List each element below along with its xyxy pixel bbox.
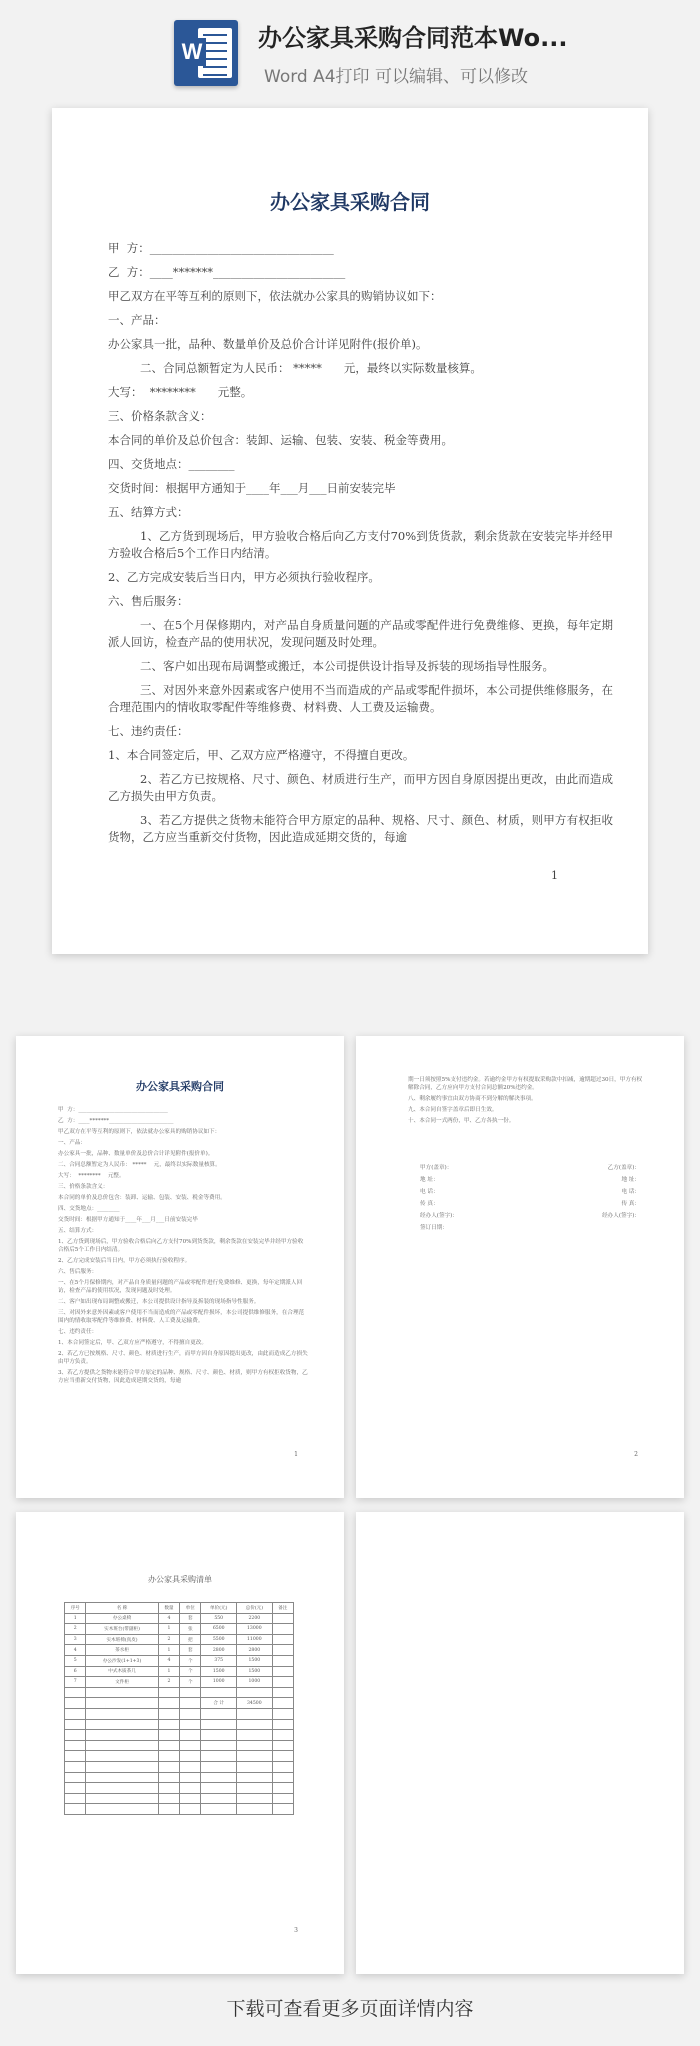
table-empty-row: [65, 1783, 294, 1794]
table-cell: 5: [65, 1655, 86, 1666]
table-cell: [272, 1634, 293, 1645]
table-cell: 34500: [237, 1698, 273, 1709]
table-cell: [201, 1730, 237, 1741]
text-line: 一、在5个月保修期内，对产品自身质量问题的产品或零配件进行免费维修、更换，每年定期派人回访，检查产品的使用状况，发现问题及时处理。: [58, 1280, 303, 1294]
text-line: 3、若乙方提供之货物未能符合甲方原定的品种、规格、尺寸、颜色、材质，则甲方有权拒收货物，乙方应当重新交付货物，因此造成延期交货的，每逾: [58, 1370, 308, 1384]
table-cell: [272, 1708, 293, 1719]
text-line: 三、对因外来意外因素或客户使用不当而造成的产品或零配件损坏，本公司提供维修服务，在合理范围内的情收取零配件等维修费、材料费、人工费及运输费。: [58, 1310, 305, 1324]
main-page-preview: [52, 108, 648, 954]
signature-row: [420, 1222, 640, 1234]
table-cell: [86, 1804, 158, 1815]
table-cell: [272, 1677, 293, 1688]
text-line: 1、本合同签定后，甲、乙双方应严格遵守，不得擅自更改。: [58, 1340, 207, 1346]
text-line: 1、乙方货到现场后，甲方验收合格后向乙方支付70%到货货款，剩余货款在安装完毕并经甲方验收合格后5个工作日内结清。: [58, 1239, 304, 1253]
table-cell: 个: [180, 1677, 201, 1688]
table-cell: [201, 1687, 237, 1698]
text-line: 本合同的单价及总价包含：装卸、运输、包装、安装、税金等费用。: [108, 433, 453, 447]
table-cell: 4: [158, 1613, 179, 1624]
table-empty-row: [65, 1719, 294, 1730]
table-cell: [272, 1730, 293, 1741]
table-cell: [65, 1772, 86, 1783]
thumbnail-page-4[interactable]: [356, 1512, 684, 1974]
table-cell: [180, 1751, 201, 1762]
table-cell: 2200: [237, 1613, 273, 1624]
table-cell: 2800: [237, 1645, 273, 1656]
table-cell: [272, 1804, 293, 1815]
table-cell: [86, 1730, 158, 1741]
table-cell: 套: [180, 1645, 201, 1656]
word-logo-letter: W: [178, 38, 206, 66]
text-line: 三、价格条款含义：: [58, 1184, 109, 1190]
text-line: 2、若乙方已按规格、尺寸、颜色、材质进行生产，而甲方因自身原因提出更改，由此而造成乙方损失由甲方负责。: [58, 1351, 308, 1365]
table-cell: 6: [65, 1666, 86, 1677]
table-cell: [180, 1719, 201, 1730]
table-row: [65, 1613, 294, 1624]
signature-field: 传 真：: [420, 1201, 439, 1207]
doc-title: 办公家具采购合同: [270, 190, 430, 214]
table-cell: 办公桌椅: [86, 1613, 158, 1624]
table-empty-row: [65, 1804, 294, 1815]
table-row: [65, 1666, 294, 1677]
thumb-contract-body: [408, 1076, 644, 1128]
text-line: 四、交货地点：________: [108, 457, 235, 471]
signature-field: 地 址：: [420, 1177, 439, 1183]
table-cell: [180, 1687, 201, 1698]
text-line: 交货时间：根据甲方通知于____年___月___日前安装完毕: [58, 1217, 198, 1223]
table-cell: [201, 1708, 237, 1719]
table-cell: 375: [201, 1655, 237, 1666]
text-line: 四、交货地点：________: [58, 1206, 120, 1212]
table-cell: 中式木质茶几: [86, 1666, 158, 1677]
table-cell: 13000: [237, 1624, 273, 1635]
text-line: 六、售后服务：: [108, 594, 189, 608]
thumb-page-number: 2: [634, 1451, 638, 1458]
table-cell: [86, 1761, 158, 1772]
table-cell: 2: [65, 1624, 86, 1635]
table-cell: [272, 1772, 293, 1783]
table-row: [65, 1645, 294, 1656]
table-row: [65, 1698, 294, 1709]
table-cell: [65, 1751, 86, 1762]
table-cell: 7: [65, 1677, 86, 1688]
table-cell: [201, 1761, 237, 1772]
table-cell: [180, 1793, 201, 1804]
table-cell: [272, 1761, 293, 1772]
table-cell: [65, 1783, 86, 1794]
table-cell: [65, 1698, 86, 1709]
text-line: 七、违约责任：: [58, 1329, 98, 1335]
table-cell: [272, 1687, 293, 1698]
signature-block: [420, 1162, 640, 1234]
table-cell: [237, 1793, 273, 1804]
text-line: 2、若乙方已按规格、尺寸、颜色、材质进行生产，而甲方因自身原因提出更改，由此而造成乙方损失由甲方负责。: [108, 772, 613, 803]
table-cell: [86, 1687, 158, 1698]
table-cell: [201, 1751, 237, 1762]
text-line: 2、乙方完成安装后当日内，甲方必须执行验收程序。: [58, 1258, 191, 1264]
table-header-cell: 序号: [65, 1603, 86, 1614]
page-number: 1: [551, 869, 558, 882]
table-header-cell: 数量: [158, 1603, 179, 1614]
text-line: 3、若乙方提供之货物未能符合甲方原定的品种、规格、尺寸、颜色、材质，则甲方有权拒收货物，乙方应当重新交付货物，因此造成延期交货的，每逾: [108, 813, 613, 844]
table-cell: [158, 1730, 179, 1741]
text-line: 甲乙双方在平等互利的原则下，依法就办公家具的购销协议如下：: [108, 289, 442, 303]
table-cell: 2: [158, 1634, 179, 1645]
table-cell: [86, 1698, 158, 1709]
table-cell: [158, 1698, 179, 1709]
table-cell: 套: [180, 1613, 201, 1624]
table-cell: [158, 1793, 179, 1804]
table-cell: [180, 1783, 201, 1794]
table-cell: [237, 1740, 273, 1751]
thumb-page-number: 3: [294, 1927, 298, 1934]
text-line: 乙 方：____*******_______________________: [108, 265, 346, 279]
table-cell: 把: [180, 1634, 201, 1645]
table-empty-row: [65, 1761, 294, 1772]
text-line: 五、结算方式：: [58, 1228, 98, 1234]
table-cell: [65, 1793, 86, 1804]
text-line: 甲乙双方在平等互利的原则下，依法就办公家具的购销协议如下：: [58, 1129, 221, 1135]
table-cell: [86, 1793, 158, 1804]
thumb-contract-body: [58, 1106, 308, 1388]
text-line: 乙 方：____*******_______________________: [58, 1118, 174, 1124]
signature-field: 经办人(签字)：: [602, 1213, 640, 1219]
table-cell: [237, 1719, 273, 1730]
table-cell: [201, 1793, 237, 1804]
table-cell: [201, 1740, 237, 1751]
table-cell: [65, 1719, 86, 1730]
product-title[interactable]: 办公家具采购合同范本Wo...: [258, 24, 568, 52]
text-line: 大写： ******** 元整。: [108, 385, 253, 399]
table-cell: 文件柜: [86, 1677, 158, 1688]
text-line: 五、结算方式：: [108, 505, 189, 519]
text-line: 六、售后服务：: [58, 1269, 98, 1275]
table-cell: 合 计: [201, 1698, 237, 1709]
table-title: 办公家具采购清单: [148, 1575, 212, 1584]
table-cell: 实木班椅(真皮): [86, 1634, 158, 1645]
table-cell: [180, 1740, 201, 1751]
text-line: 1、乙方货到现场后，甲方验收合格后向乙方支付70%到货货款，剩余货款在安装完毕并经甲方验收合格后5个工作日内结清。: [108, 529, 613, 560]
thumb-doc-title: 办公家具采购合同: [136, 1080, 224, 1093]
table-cell: [237, 1761, 273, 1772]
table-empty-row: [65, 1772, 294, 1783]
text-line: 一、产品：: [108, 313, 166, 327]
thumbnail-page-1[interactable]: [16, 1036, 344, 1498]
table-cell: 4: [158, 1655, 179, 1666]
table-cell: 1500: [201, 1666, 237, 1677]
contract-body: [108, 240, 613, 853]
text-line: 期一日须按照5%支付违约金。若逾约金甲方有权提取采购款中扣减，逾期超过30日，甲方有权解除合同，乙方应向甲方支付合同总额20%违约金。: [408, 1077, 643, 1091]
table-cell: [65, 1804, 86, 1815]
table-cell: [65, 1687, 86, 1698]
table-cell: 实木班台(带副柜): [86, 1624, 158, 1635]
table-cell: [272, 1783, 293, 1794]
signature-field: 签订日期：: [420, 1225, 448, 1231]
table-cell: 办公沙发(1+1+3): [86, 1655, 158, 1666]
download-more-hint[interactable]: 下载可查看更多页面详情内容: [226, 1998, 474, 2020]
table-header-cell: 单位: [180, 1603, 201, 1614]
table-cell: [201, 1719, 237, 1730]
signature-row: [420, 1198, 640, 1210]
text-line: 十、本合同一式两份，甲、乙方各执一份。: [408, 1118, 515, 1124]
table-cell: [201, 1804, 237, 1815]
text-line: 九、本合同自签字盖章后即日生效。: [408, 1107, 498, 1113]
word-icon: [174, 20, 238, 86]
table-cell: 茶水柜: [86, 1645, 158, 1656]
table-cell: [272, 1645, 293, 1656]
table-cell: 11000: [237, 1634, 273, 1645]
table-cell: 张: [180, 1624, 201, 1635]
text-line: 本合同的单价及总价包含：装卸、运输、包装、安装、税金等费用。: [58, 1195, 226, 1201]
table-empty-row: [65, 1793, 294, 1804]
text-line: 甲 方：________________________________: [108, 241, 334, 255]
text-line: 七、违约责任：: [108, 724, 189, 738]
table-header-row: [65, 1603, 294, 1614]
table-cell: [272, 1719, 293, 1730]
signature-row: [420, 1162, 640, 1174]
text-line: 三、价格条款含义：: [108, 409, 212, 423]
table-cell: [272, 1751, 293, 1762]
table-cell: 1: [158, 1624, 179, 1635]
table-cell: [158, 1687, 179, 1698]
thumbnail-page-2[interactable]: [356, 1036, 684, 1498]
table-empty-row: [65, 1751, 294, 1762]
signature-field: 甲方(盖章)：: [420, 1165, 453, 1171]
table-cell: [86, 1740, 158, 1751]
table-cell: 个: [180, 1655, 201, 1666]
signature-field: 乙方(盖章)：: [607, 1165, 640, 1171]
table-cell: [180, 1772, 201, 1783]
signature-row: [420, 1210, 640, 1222]
table-cell: [180, 1804, 201, 1815]
text-line: 八、剩余履约事宜由双方协商不到分解的解决事项。: [408, 1096, 537, 1102]
table-cell: [180, 1761, 201, 1772]
table-cell: [86, 1783, 158, 1794]
table-cell: [272, 1613, 293, 1624]
table-cell: [65, 1761, 86, 1772]
table-cell: 1000: [201, 1677, 237, 1688]
table-cell: [201, 1783, 237, 1794]
text-line: 三、对因外来意外因素或客户使用不当而造成的产品或零配件损坏，本公司提供维修服务，在合理范围内的情收取零配件等维修费、材料费、人工费及运输费。: [108, 683, 613, 714]
table-cell: [272, 1793, 293, 1804]
table-cell: [237, 1730, 273, 1741]
text-line: 二、客户如出现布局调整或搬迁，本公司提供设计指导及拆装的现场指导性服务。: [140, 659, 554, 673]
table-cell: [158, 1783, 179, 1794]
table-cell: [86, 1719, 158, 1730]
table-header-cell: 总价(元): [237, 1603, 273, 1614]
thumbnail-page-3[interactable]: [16, 1512, 344, 1974]
signature-field: 电 话：: [420, 1189, 439, 1195]
table-cell: 1000: [237, 1677, 273, 1688]
text-line: 交货时间：根据甲方通知于____年___月___日前安装完毕: [108, 481, 396, 495]
table-cell: [237, 1687, 273, 1698]
text-line: 大写： ******** 元整。: [58, 1173, 125, 1179]
table-cell: [272, 1624, 293, 1635]
table-row: [65, 1677, 294, 1688]
signature-row: [420, 1174, 640, 1186]
text-line: 二、客户如出现布局调整或搬迁，本公司提供设计指导及拆装的现场指导性服务。: [58, 1299, 260, 1305]
table-row: [65, 1687, 294, 1698]
signature-row: [420, 1186, 640, 1198]
table-cell: 2: [158, 1677, 179, 1688]
table-cell: 1: [65, 1613, 86, 1624]
table-cell: [158, 1751, 179, 1762]
table-header-cell: 名 称: [86, 1603, 158, 1614]
table-cell: [86, 1751, 158, 1762]
table-cell: [237, 1708, 273, 1719]
text-line: 一、产品：: [58, 1140, 86, 1146]
table-row: [65, 1634, 294, 1645]
table-cell: [65, 1730, 86, 1741]
table-cell: [237, 1783, 273, 1794]
thumb-page-number: 1: [294, 1451, 298, 1458]
table-empty-row: [65, 1708, 294, 1719]
table-cell: [65, 1708, 86, 1719]
table-cell: [65, 1740, 86, 1751]
table-cell: [180, 1730, 201, 1741]
table-cell: 1500: [237, 1655, 273, 1666]
table-cell: 个: [180, 1666, 201, 1677]
table-header-cell: 备注: [272, 1603, 293, 1614]
text-line: 办公家具一批，品种、数量单价及总价合计详见附件(报价单)。: [58, 1151, 214, 1157]
procurement-table: [64, 1602, 294, 1815]
table-cell: 3: [65, 1634, 86, 1645]
signature-field: 电 话：: [621, 1189, 640, 1195]
table-cell: 1500: [237, 1666, 273, 1677]
table-cell: [180, 1708, 201, 1719]
table-empty-row: [65, 1740, 294, 1751]
table-cell: [86, 1772, 158, 1783]
table-empty-row: [65, 1730, 294, 1741]
table-cell: [86, 1708, 158, 1719]
signature-field: 经办人(签字)：: [420, 1213, 458, 1219]
table-cell: [201, 1772, 237, 1783]
table-cell: [158, 1772, 179, 1783]
text-line: 二、合同总额暂定为人民币： ***** 元，最终以实际数量核算。: [140, 361, 482, 375]
table-cell: 1: [158, 1666, 179, 1677]
table-cell: [237, 1804, 273, 1815]
header: [0, 0, 700, 95]
table-cell: [158, 1761, 179, 1772]
table-cell: [158, 1719, 179, 1730]
table-row: [65, 1624, 294, 1635]
text-line: 2、乙方完成安装后当日内，甲方必须执行验收程序。: [108, 570, 380, 584]
table-cell: 2800: [201, 1645, 237, 1656]
text-line: 办公家具一批，品种、数量单价及总价合计详见附件(报价单)。: [108, 337, 428, 351]
table-cell: 1: [158, 1645, 179, 1656]
text-line: 甲 方：________________________________: [58, 1107, 168, 1113]
text-line: 1、本合同签定后，甲、乙双方应严格遵守，不得擅自更改。: [108, 748, 415, 762]
text-line: 二、合同总额暂定为人民币： ***** 元，最终以实际数量核算。: [58, 1162, 221, 1168]
table-cell: 4: [65, 1645, 86, 1656]
table-cell: [237, 1772, 273, 1783]
table-cell: 6500: [201, 1624, 237, 1635]
table-cell: [158, 1740, 179, 1751]
table-cell: [158, 1708, 179, 1719]
signature-field: 传 真：: [621, 1201, 640, 1207]
table-row: [65, 1655, 294, 1666]
table-cell: [272, 1740, 293, 1751]
table-cell: [180, 1698, 201, 1709]
table-cell: [272, 1666, 293, 1677]
table-cell: [158, 1804, 179, 1815]
text-line: 一、在5个月保修期内，对产品自身质量问题的产品或零配件进行免费维修、更换，每年定期派人回访，检查产品的使用状况，发现问题及时处理。: [108, 618, 613, 649]
signature-field: 地 址：: [621, 1177, 640, 1183]
table-cell: 550: [201, 1613, 237, 1624]
table-cell: 5500: [201, 1634, 237, 1645]
table-cell: [272, 1698, 293, 1709]
table-header-cell: 单价(元): [201, 1603, 237, 1614]
table-cell: [237, 1751, 273, 1762]
table-cell: [272, 1655, 293, 1666]
product-subtitle: Word A4打印 可以编辑、可以修改: [264, 67, 528, 87]
